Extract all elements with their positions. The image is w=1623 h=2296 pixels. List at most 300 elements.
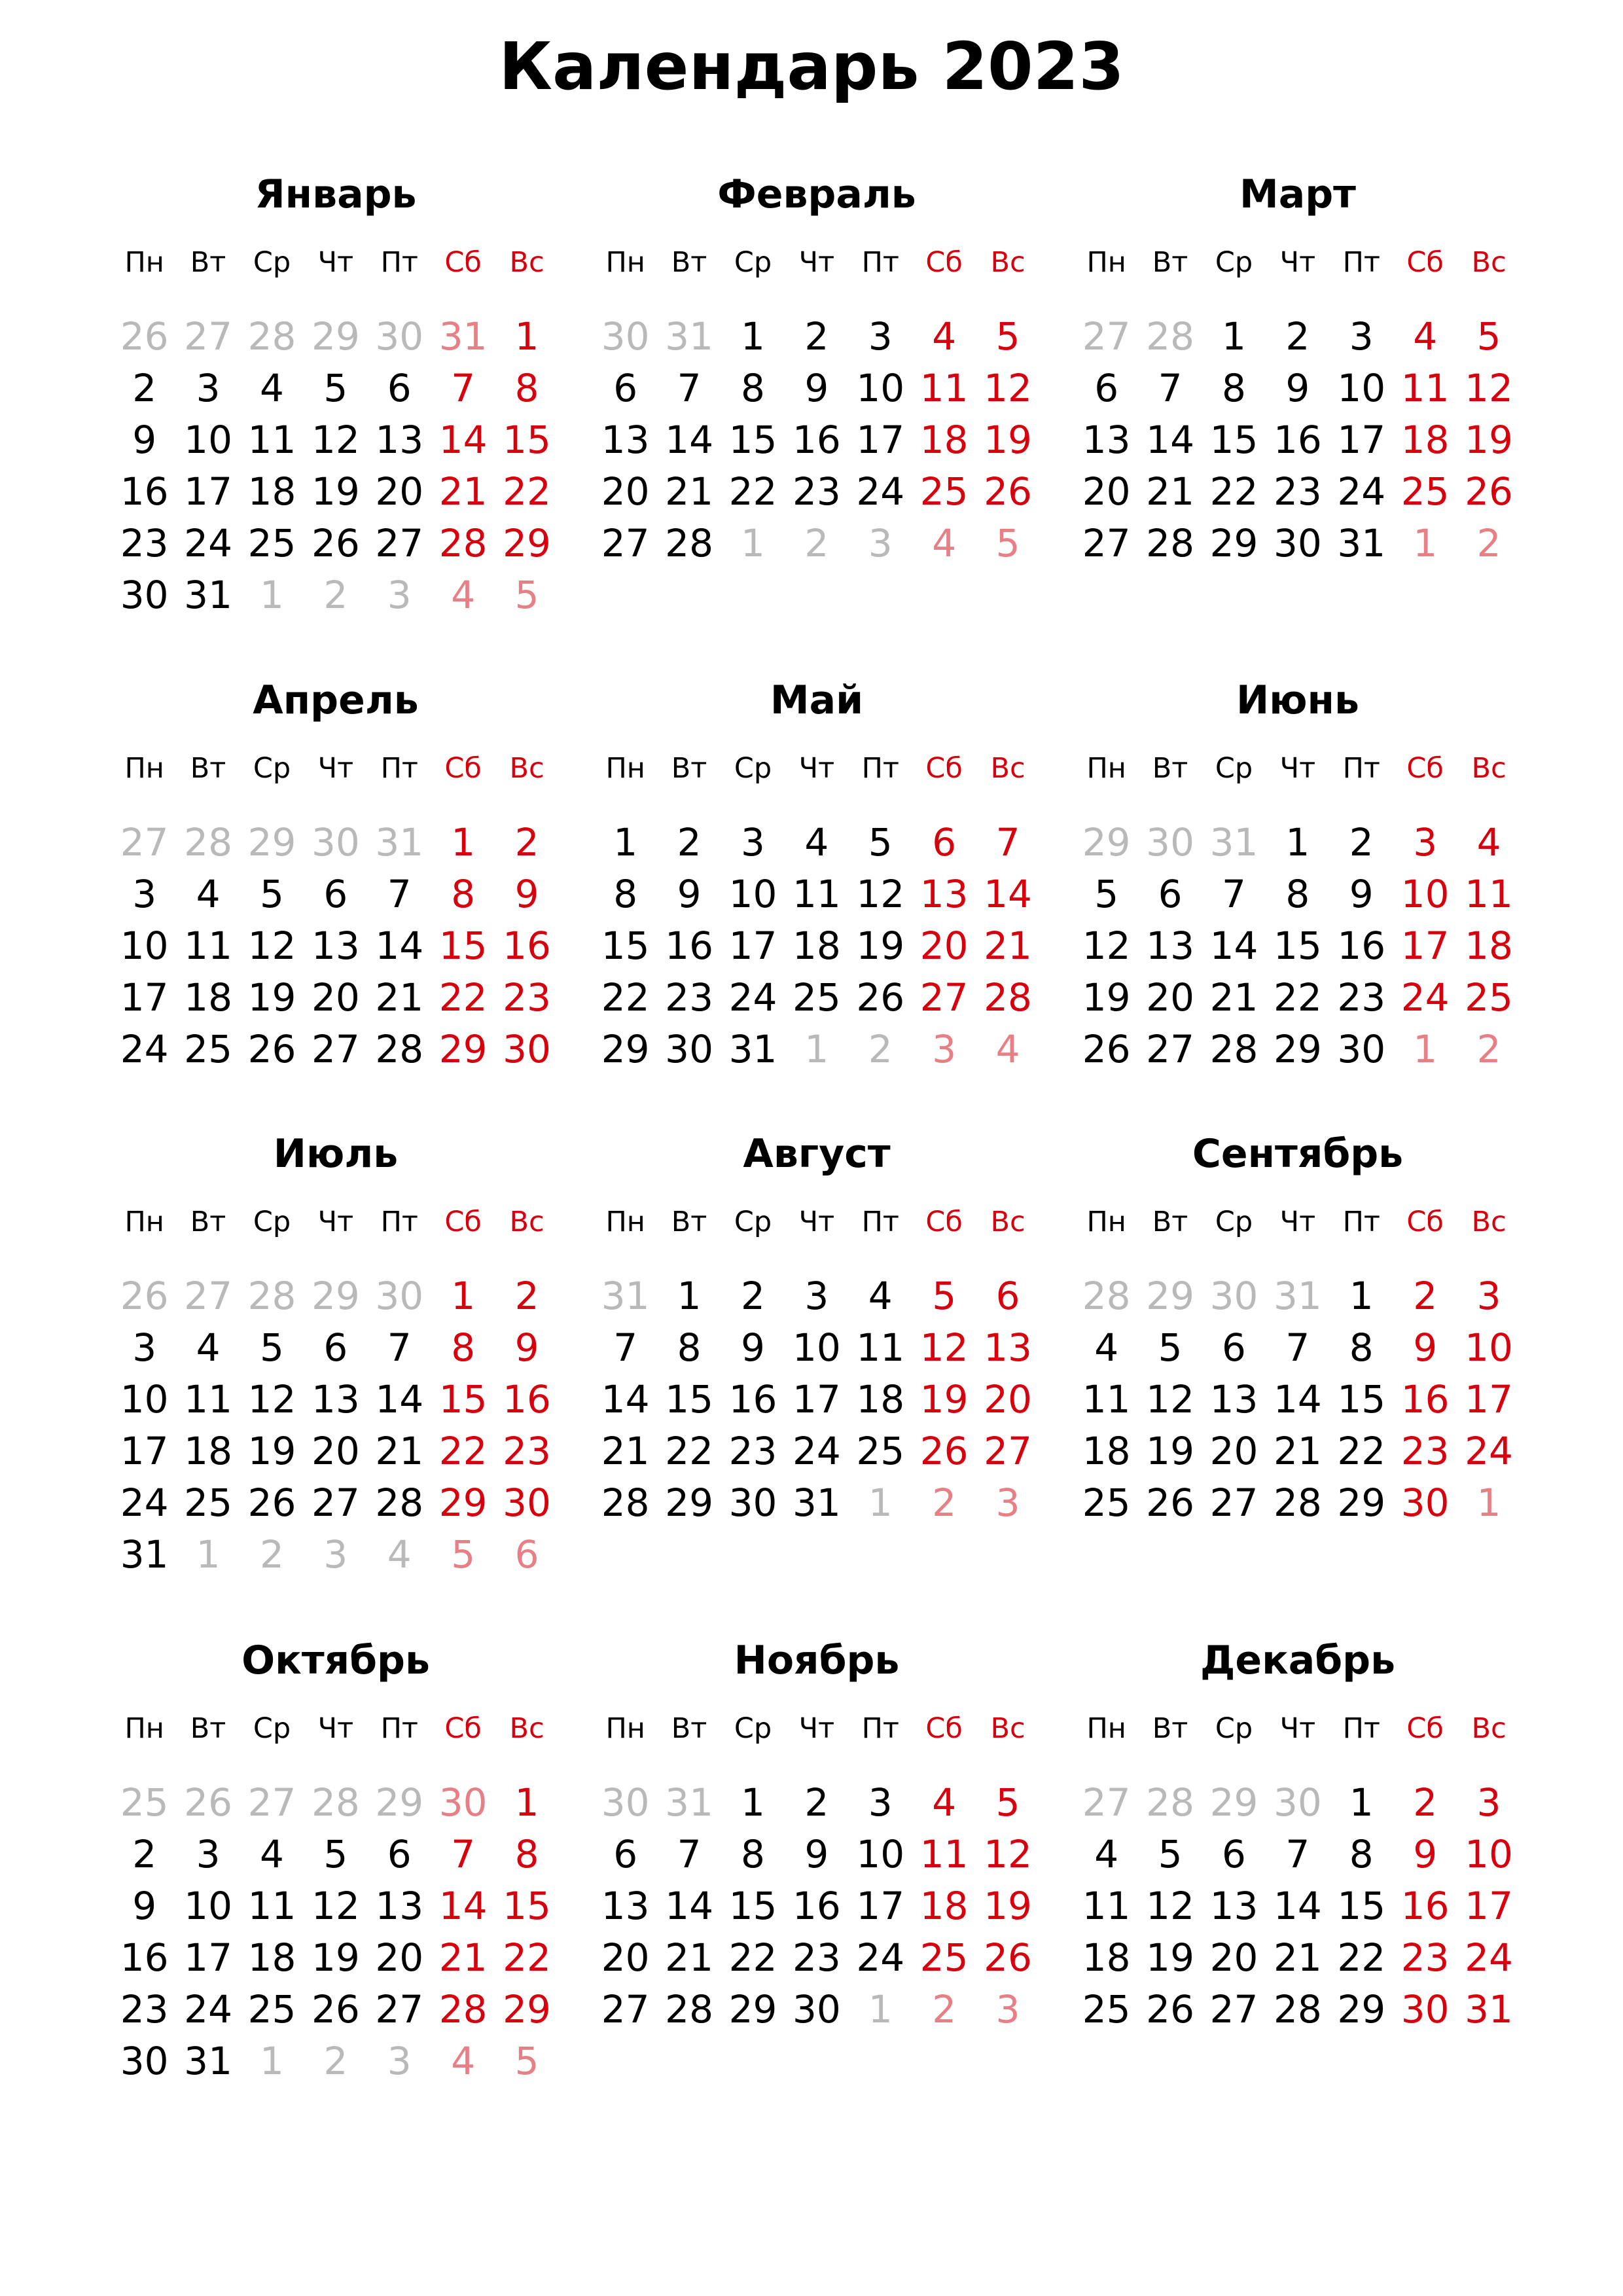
weekday-header: Сб <box>1406 246 1444 279</box>
day-cell: 11 <box>919 1832 969 1876</box>
day-cell: 4 <box>1413 314 1438 359</box>
day-cell-other-month: 27 <box>1082 314 1131 359</box>
day-cell: 31 <box>184 573 232 617</box>
day-cell: 25 <box>919 469 969 514</box>
weekday-header: Вт <box>671 246 707 279</box>
page-title: Календарь 2023 <box>499 28 1124 105</box>
day-cell: 11 <box>856 1325 905 1370</box>
day-cell: 9 <box>1285 366 1310 410</box>
weekday-header: Пт <box>380 752 418 785</box>
day-cell: 14 <box>438 418 488 462</box>
weekday-header: Чт <box>798 1206 835 1238</box>
day-cell-other-month: 2 <box>804 521 829 565</box>
day-cell: 1 <box>451 820 476 865</box>
day-cell: 7 <box>451 366 476 410</box>
day-cell: 20 <box>1146 975 1194 1020</box>
weekday-header: Вт <box>190 1712 226 1745</box>
day-cell: 29 <box>503 521 551 565</box>
month-grid <box>594 241 1040 569</box>
weekday-header: Пн <box>1086 246 1126 279</box>
day-cell-other-month: 27 <box>184 1274 232 1318</box>
day-cell: 4 <box>932 1780 957 1825</box>
day-cell-other-month: 1 <box>868 1987 893 2032</box>
day-cell: 27 <box>984 1429 1032 1473</box>
day-cell-other-month: 1 <box>804 1027 829 1071</box>
day-cell: 28 <box>1273 1480 1322 1525</box>
weekday-header: Пт <box>861 752 899 785</box>
day-cell: 29 <box>1209 521 1258 565</box>
day-cell: 7 <box>1222 872 1246 916</box>
day-cell: 11 <box>247 1884 296 1928</box>
day-cell: 23 <box>503 1429 551 1473</box>
day-cell: 24 <box>792 1429 841 1473</box>
day-cell: 19 <box>311 469 360 514</box>
day-cell: 14 <box>1273 1377 1322 1422</box>
day-cell: 20 <box>601 469 650 514</box>
day-cell-other-month: 2 <box>323 2039 348 2083</box>
day-cell: 30 <box>120 2039 169 2083</box>
day-cell: 23 <box>792 469 841 514</box>
day-cell: 8 <box>613 872 638 916</box>
day-cell: 22 <box>601 975 650 1020</box>
weekday-header: Пн <box>124 752 164 785</box>
weekday-header: Вт <box>1152 1206 1188 1238</box>
weekday-header: Ср <box>1215 246 1253 279</box>
day-cell: 27 <box>311 1027 360 1071</box>
day-cell: 9 <box>132 418 157 462</box>
day-cell: 18 <box>184 1429 232 1473</box>
day-cell: 6 <box>1158 872 1183 916</box>
day-cell: 13 <box>311 924 360 968</box>
day-cell-other-month: 27 <box>1082 1780 1131 1825</box>
day-cell: 28 <box>665 1987 713 2032</box>
day-cell: 3 <box>868 314 893 359</box>
day-cell: 11 <box>1082 1377 1131 1422</box>
day-cell: 9 <box>741 1325 765 1370</box>
weekday-header: Чт <box>1279 246 1316 279</box>
day-cell-other-month: 2 <box>868 1027 893 1071</box>
day-cell: 15 <box>1337 1377 1386 1422</box>
header-spacer <box>113 1750 559 1777</box>
day-cell: 24 <box>184 521 232 565</box>
day-cell: 4 <box>196 872 221 916</box>
weekday-header: Сб <box>1406 1206 1444 1238</box>
day-cell: 7 <box>387 872 412 916</box>
month-name: Февраль <box>717 171 916 217</box>
day-cell: 7 <box>613 1325 638 1370</box>
day-cell-other-month: 29 <box>1209 1780 1258 1825</box>
day-cell: 7 <box>451 1832 476 1876</box>
day-cell: 10 <box>184 1884 232 1928</box>
weekday-header: Чт <box>1279 1712 1316 1745</box>
weekday-header: Сб <box>444 752 482 785</box>
header-spacer <box>113 790 559 817</box>
day-cell: 26 <box>1146 1480 1194 1525</box>
month-3 <box>1075 165 1521 636</box>
day-cell-other-month: 31 <box>665 1780 713 1825</box>
day-cell: 8 <box>677 1325 702 1370</box>
day-cell: 22 <box>503 469 551 514</box>
day-cell: 6 <box>613 366 638 410</box>
day-cell: 19 <box>247 1429 296 1473</box>
day-cell: 13 <box>1146 924 1194 968</box>
day-cell: 19 <box>247 975 296 1020</box>
day-cell: 14 <box>375 1377 424 1422</box>
day-cell: 21 <box>1146 469 1194 514</box>
weekday-header: Вс <box>1471 1712 1507 1745</box>
day-cell: 10 <box>1337 366 1386 410</box>
day-cell: 6 <box>387 366 412 410</box>
day-cell-other-month: 26 <box>184 1780 232 1825</box>
day-cell: 9 <box>514 1325 539 1370</box>
day-cell: 6 <box>932 820 957 865</box>
day-cell: 2 <box>804 1780 829 1825</box>
day-cell: 8 <box>1349 1325 1374 1370</box>
month-grid <box>594 747 1040 1075</box>
day-cell: 23 <box>665 975 713 1020</box>
day-cell: 14 <box>601 1377 650 1422</box>
day-cell: 10 <box>120 924 169 968</box>
day-cell: 7 <box>1285 1832 1310 1876</box>
day-cell-other-month: 29 <box>247 820 296 865</box>
day-cell-other-month: 25 <box>120 1780 169 1825</box>
day-cell: 29 <box>503 1987 551 2032</box>
header-spacer <box>113 1244 559 1270</box>
day-cell: 23 <box>1337 975 1386 1020</box>
day-cell: 16 <box>1400 1377 1450 1422</box>
day-cell: 6 <box>1222 1325 1246 1370</box>
weekday-header: Вс <box>990 246 1026 279</box>
day-cell: 23 <box>1400 1935 1450 1980</box>
day-cell: 18 <box>1400 418 1450 462</box>
day-cell: 15 <box>1209 418 1258 462</box>
day-cell: 4 <box>1094 1325 1119 1370</box>
day-cell: 26 <box>919 1429 969 1473</box>
day-cell: 1 <box>1222 314 1246 359</box>
day-cell: 12 <box>1146 1884 1194 1928</box>
day-cell: 11 <box>919 366 969 410</box>
month-1 <box>113 165 559 636</box>
day-cell-other-month: 4 <box>451 573 476 617</box>
day-cell: 15 <box>438 1377 488 1422</box>
day-cell: 9 <box>1413 1325 1438 1370</box>
day-cell: 30 <box>1400 1987 1450 2032</box>
day-cell: 1 <box>1349 1274 1374 1318</box>
day-cell: 27 <box>1082 521 1131 565</box>
day-cell-other-month: 26 <box>120 1274 169 1318</box>
day-cell-other-month: 29 <box>311 314 360 359</box>
day-cell: 2 <box>1413 1274 1438 1318</box>
day-cell: 18 <box>1465 924 1513 968</box>
day-cell-other-month: 28 <box>1146 314 1194 359</box>
day-cell: 12 <box>1082 924 1131 968</box>
day-cell: 24 <box>728 975 777 1020</box>
day-cell: 18 <box>919 1884 969 1928</box>
weekday-header: Пт <box>1342 1206 1380 1238</box>
day-cell: 4 <box>1476 820 1501 865</box>
day-cell: 16 <box>120 469 169 514</box>
day-cell: 12 <box>856 872 905 916</box>
day-cell: 31 <box>728 1027 777 1071</box>
day-cell: 25 <box>184 1480 232 1525</box>
day-cell: 3 <box>868 1780 893 1825</box>
month-grid <box>1075 1200 1521 1529</box>
month-grid <box>113 1200 559 1581</box>
day-cell: 6 <box>995 1274 1020 1318</box>
weekday-header: Пт <box>380 1712 418 1745</box>
day-cell: 27 <box>1146 1027 1194 1071</box>
day-cell-other-month: 31 <box>1209 820 1258 865</box>
day-cell-other-month: 30 <box>1146 820 1194 865</box>
day-cell: 26 <box>311 521 360 565</box>
weekday-header: Пн <box>1086 1206 1126 1238</box>
day-cell: 17 <box>856 1884 905 1928</box>
day-cell: 30 <box>120 573 169 617</box>
header-spacer <box>1075 284 1521 311</box>
day-cell: 12 <box>1146 1377 1194 1422</box>
day-cell: 26 <box>1465 469 1513 514</box>
day-cell: 30 <box>503 1027 551 1071</box>
day-cell: 1 <box>514 314 539 359</box>
day-cell: 18 <box>247 1935 296 1980</box>
day-cell: 13 <box>1209 1377 1258 1422</box>
day-cell: 16 <box>503 924 551 968</box>
weekday-header: Вс <box>1471 1206 1507 1238</box>
day-cell: 22 <box>438 1429 488 1473</box>
day-cell: 10 <box>184 418 232 462</box>
day-cell: 5 <box>260 872 284 916</box>
day-cell: 12 <box>984 366 1032 410</box>
day-cell: 11 <box>1465 872 1513 916</box>
day-cell: 29 <box>728 1987 777 2032</box>
day-cell: 30 <box>792 1987 841 2032</box>
weekday-header: Чт <box>798 246 835 279</box>
day-cell: 2 <box>1349 820 1374 865</box>
weekday-header: Чт <box>798 1712 835 1745</box>
month-grid <box>1075 747 1521 1075</box>
day-cell-other-month: 5 <box>514 573 539 617</box>
day-cell: 29 <box>1337 1480 1386 1525</box>
day-cell: 3 <box>1349 314 1374 359</box>
day-cell: 1 <box>1349 1780 1374 1825</box>
day-cell: 13 <box>1082 418 1131 462</box>
day-cell-other-month: 27 <box>184 314 232 359</box>
day-cell: 14 <box>665 1884 713 1928</box>
month-10 <box>113 1631 559 2102</box>
weekday-header: Пт <box>1342 752 1380 785</box>
day-cell: 5 <box>1158 1832 1183 1876</box>
day-cell: 16 <box>728 1377 777 1422</box>
day-cell-other-month: 31 <box>438 314 488 359</box>
day-cell: 25 <box>919 1935 969 1980</box>
day-cell: 13 <box>601 1884 650 1928</box>
day-cell-other-month: 4 <box>995 1027 1020 1071</box>
day-cell: 16 <box>1337 924 1386 968</box>
day-cell: 2 <box>741 1274 765 1318</box>
day-cell: 3 <box>196 366 221 410</box>
day-cell: 25 <box>247 1987 296 2032</box>
day-cell: 22 <box>728 469 777 514</box>
day-cell: 22 <box>665 1429 713 1473</box>
day-cell: 31 <box>120 1532 169 1577</box>
day-cell: 2 <box>514 820 539 865</box>
day-cell-other-month: 31 <box>1273 1274 1322 1318</box>
day-cell: 25 <box>1082 1987 1131 2032</box>
day-cell: 28 <box>984 975 1032 1020</box>
day-cell: 11 <box>1400 366 1450 410</box>
weekday-header: Ср <box>253 246 291 279</box>
month-5 <box>594 671 1040 1142</box>
day-cell: 26 <box>311 1987 360 2032</box>
day-cell: 14 <box>1209 924 1258 968</box>
day-cell: 24 <box>856 469 905 514</box>
day-cell: 8 <box>514 1832 539 1876</box>
day-cell: 11 <box>184 1377 232 1422</box>
weekday-header: Вс <box>509 246 544 279</box>
day-cell: 11 <box>1082 1884 1131 1928</box>
day-cell-other-month: 3 <box>995 1987 1020 2032</box>
day-cell: 16 <box>665 924 713 968</box>
day-cell-other-month: 29 <box>311 1274 360 1318</box>
weekday-header: Пн <box>605 246 645 279</box>
day-cell: 3 <box>741 820 765 865</box>
weekday-header: Вс <box>509 752 544 785</box>
day-cell: 10 <box>856 1832 905 1876</box>
month-name: Май <box>770 677 864 723</box>
day-cell: 5 <box>260 1325 284 1370</box>
day-cell-other-month: 1 <box>1476 1480 1501 1525</box>
weekday-header: Вт <box>671 752 707 785</box>
month-name: Ноябрь <box>734 1638 900 1683</box>
day-cell-other-month: 28 <box>247 1274 296 1318</box>
day-cell: 24 <box>1465 1429 1513 1473</box>
day-cell-other-month: 29 <box>1146 1274 1194 1318</box>
day-cell: 6 <box>1222 1832 1246 1876</box>
day-cell: 9 <box>677 872 702 916</box>
day-cell-other-month: 1 <box>741 521 765 565</box>
day-cell: 15 <box>503 1884 551 1928</box>
month-2 <box>594 165 1040 636</box>
day-cell: 28 <box>438 1987 488 2032</box>
month-grid <box>1075 241 1521 569</box>
day-cell: 28 <box>601 1480 650 1525</box>
day-cell: 3 <box>1413 820 1438 865</box>
weekday-header: Пт <box>861 1206 899 1238</box>
day-cell-other-month: 30 <box>375 1274 424 1318</box>
day-cell: 12 <box>311 418 360 462</box>
day-cell-other-month: 1 <box>196 1532 221 1577</box>
day-cell: 8 <box>1222 366 1246 410</box>
day-cell: 7 <box>1285 1325 1310 1370</box>
day-cell: 28 <box>1273 1987 1322 2032</box>
day-cell: 23 <box>728 1429 777 1473</box>
day-cell-other-month: 2 <box>260 1532 284 1577</box>
day-cell-other-month: 2 <box>323 573 348 617</box>
day-cell: 27 <box>1209 1987 1258 2032</box>
month-grid <box>594 1200 1040 1529</box>
weekday-header: Ср <box>734 1712 772 1745</box>
weekday-header: Пн <box>124 246 164 279</box>
day-cell: 26 <box>984 469 1032 514</box>
day-cell: 12 <box>919 1325 969 1370</box>
weekday-header: Пн <box>605 1712 645 1745</box>
day-cell: 5 <box>1094 872 1119 916</box>
month-11 <box>594 1631 1040 2102</box>
day-cell: 20 <box>375 469 424 514</box>
weekday-header: Вс <box>1471 246 1507 279</box>
day-cell: 17 <box>120 1429 169 1473</box>
day-cell: 17 <box>728 924 777 968</box>
day-cell: 9 <box>132 1884 157 1928</box>
day-cell: 23 <box>503 975 551 1020</box>
month-name: Июнь <box>1236 677 1359 723</box>
day-cell: 25 <box>1465 975 1513 1020</box>
weekday-header: Пн <box>1086 752 1126 785</box>
day-cell: 1 <box>741 1780 765 1825</box>
day-cell: 12 <box>247 1377 296 1422</box>
day-cell: 26 <box>247 1480 296 1525</box>
day-cell: 15 <box>1337 1884 1386 1928</box>
month-7 <box>113 1124 559 1596</box>
day-cell: 26 <box>984 1935 1032 1980</box>
day-cell: 14 <box>1146 418 1194 462</box>
header-spacer <box>113 284 559 311</box>
weekday-header: Пн <box>605 752 645 785</box>
day-cell-other-month: 28 <box>311 1780 360 1825</box>
day-cell: 8 <box>1349 1832 1374 1876</box>
day-cell: 23 <box>120 521 169 565</box>
day-cell-other-month: 6 <box>514 1532 539 1577</box>
weekday-header: Вс <box>1471 752 1507 785</box>
weekday-header: Сб <box>1406 752 1444 785</box>
month-grid <box>594 1707 1040 2036</box>
weekday-header: Сб <box>444 246 482 279</box>
month-4 <box>113 671 559 1142</box>
day-cell: 21 <box>1273 1429 1322 1473</box>
day-cell-other-month: 3 <box>868 521 893 565</box>
day-cell: 24 <box>120 1027 169 1071</box>
day-cell-other-month: 1 <box>1413 521 1438 565</box>
day-cell: 30 <box>503 1480 551 1525</box>
day-cell-other-month: 28 <box>1082 1274 1131 1318</box>
day-cell: 13 <box>311 1377 360 1422</box>
day-cell: 7 <box>1158 366 1183 410</box>
day-cell: 8 <box>741 1832 765 1876</box>
day-cell: 2 <box>132 1832 157 1876</box>
weekday-header: Вт <box>190 246 226 279</box>
day-cell: 1 <box>741 314 765 359</box>
day-cell: 24 <box>184 1987 232 2032</box>
day-cell: 6 <box>1094 366 1119 410</box>
day-cell: 10 <box>1465 1325 1513 1370</box>
day-cell: 14 <box>1273 1884 1322 1928</box>
day-cell: 17 <box>1400 924 1450 968</box>
day-cell: 8 <box>451 872 476 916</box>
day-cell: 4 <box>196 1325 221 1370</box>
day-cell: 6 <box>387 1832 412 1876</box>
day-cell: 21 <box>375 975 424 1020</box>
day-cell-other-month: 31 <box>665 314 713 359</box>
day-cell: 4 <box>1094 1832 1119 1876</box>
day-cell: 5 <box>995 1780 1020 1825</box>
day-cell: 10 <box>1465 1832 1513 1876</box>
day-cell: 4 <box>868 1274 893 1318</box>
day-cell: 26 <box>1146 1987 1194 2032</box>
month-name: Июль <box>273 1131 399 1177</box>
day-cell-other-month: 26 <box>120 314 169 359</box>
weekday-header: Чт <box>1279 752 1316 785</box>
day-cell: 27 <box>601 1987 650 2032</box>
